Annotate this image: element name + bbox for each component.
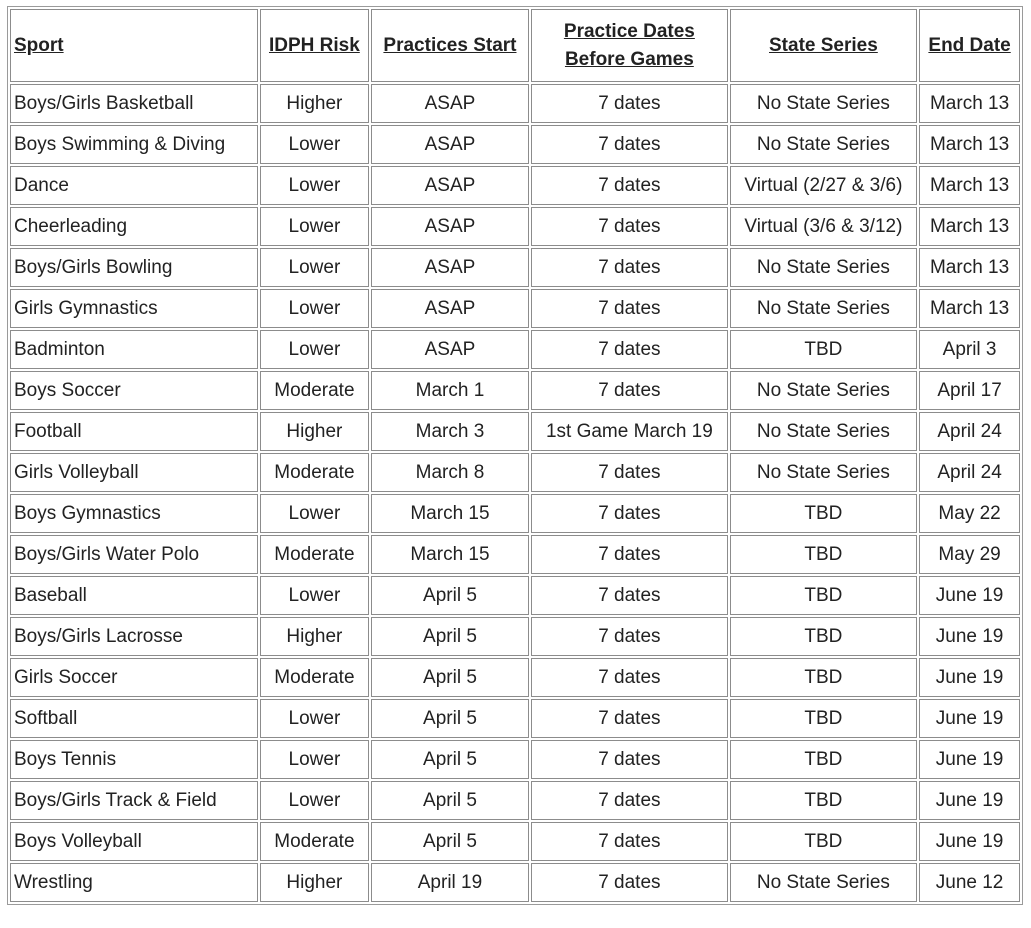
cell-end-date: May 29: [919, 535, 1020, 574]
cell-practices-start: ASAP: [371, 248, 529, 287]
table-body: [10, 84, 1020, 902]
cell-end-date: June 19: [919, 781, 1020, 820]
cell-practice-dates: 7 dates: [531, 453, 728, 492]
cell-practices-start: ASAP: [371, 330, 529, 369]
cell-end-date: June 19: [919, 617, 1020, 656]
cell-sport: Boys Swimming & Diving: [10, 125, 258, 164]
cell-state-series: TBD: [730, 658, 918, 697]
table-row: [10, 494, 1020, 533]
cell-idph-risk: Higher: [260, 412, 369, 451]
cell-practice-dates: 7 dates: [531, 576, 728, 615]
cell-sport: Badminton: [10, 330, 258, 369]
cell-practice-dates: 7 dates: [531, 330, 728, 369]
cell-practice-dates: 7 dates: [531, 822, 728, 861]
cell-practices-start: March 1: [371, 371, 529, 410]
table-row: [10, 781, 1020, 820]
cell-state-series: TBD: [730, 494, 918, 533]
cell-practice-dates: 7 dates: [531, 535, 728, 574]
cell-end-date: March 13: [919, 84, 1020, 123]
cell-idph-risk: Lower: [260, 576, 369, 615]
cell-practices-start: April 5: [371, 699, 529, 738]
header-practice-dates: [531, 9, 728, 82]
cell-sport: Dance: [10, 166, 258, 205]
cell-practices-start: March 8: [371, 453, 529, 492]
table-row: [10, 125, 1020, 164]
table-row: [10, 412, 1020, 451]
cell-sport: Softball: [10, 699, 258, 738]
cell-state-series: No State Series: [730, 84, 918, 123]
table-row: [10, 453, 1020, 492]
cell-end-date: June 12: [919, 863, 1020, 902]
cell-idph-risk: Lower: [260, 494, 369, 533]
cell-end-date: April 24: [919, 412, 1020, 451]
cell-state-series: TBD: [730, 330, 918, 369]
cell-end-date: June 19: [919, 740, 1020, 779]
cell-sport: Boys/Girls Track & Field: [10, 781, 258, 820]
table-row: [10, 371, 1020, 410]
table-row: [10, 699, 1020, 738]
cell-sport: Girls Soccer: [10, 658, 258, 697]
cell-practice-dates: 7 dates: [531, 289, 728, 328]
table-row: [10, 166, 1020, 205]
cell-state-series: No State Series: [730, 125, 918, 164]
cell-state-series: No State Series: [730, 863, 918, 902]
cell-sport: Girls Volleyball: [10, 453, 258, 492]
header-idph-risk: IDPH Risk: [260, 9, 369, 82]
header-practice-dates-line1: Practice Dates: [563, 20, 695, 42]
cell-sport: Boys/Girls Bowling: [10, 248, 258, 287]
cell-practices-start: ASAP: [371, 207, 529, 246]
header-row: [10, 9, 1020, 82]
cell-practices-start: March 15: [371, 494, 529, 533]
cell-idph-risk: Higher: [260, 617, 369, 656]
cell-idph-risk: Moderate: [260, 371, 369, 410]
cell-practices-start: April 5: [371, 617, 529, 656]
cell-idph-risk: Higher: [260, 863, 369, 902]
cell-practices-start: April 5: [371, 576, 529, 615]
cell-practices-start: April 5: [371, 658, 529, 697]
cell-state-series: No State Series: [730, 412, 918, 451]
cell-practice-dates: 7 dates: [531, 658, 728, 697]
cell-state-series: Virtual (2/27 & 3/6): [730, 166, 918, 205]
cell-idph-risk: Lower: [260, 330, 369, 369]
table-row: [10, 289, 1020, 328]
cell-end-date: April 17: [919, 371, 1020, 410]
cell-sport: Wrestling: [10, 863, 258, 902]
cell-practice-dates: 7 dates: [531, 248, 728, 287]
cell-end-date: April 3: [919, 330, 1020, 369]
cell-sport: Boys/Girls Lacrosse: [10, 617, 258, 656]
table-row: [10, 535, 1020, 574]
cell-end-date: May 22: [919, 494, 1020, 533]
cell-practice-dates: 7 dates: [531, 125, 728, 164]
cell-practices-start: ASAP: [371, 166, 529, 205]
cell-idph-risk: Moderate: [260, 535, 369, 574]
cell-idph-risk: Moderate: [260, 658, 369, 697]
cell-practice-dates: 7 dates: [531, 371, 728, 410]
cell-practice-dates: 7 dates: [531, 863, 728, 902]
cell-idph-risk: Lower: [260, 781, 369, 820]
cell-practices-start: April 19: [371, 863, 529, 902]
cell-state-series: TBD: [730, 535, 918, 574]
cell-idph-risk: Lower: [260, 125, 369, 164]
cell-sport: Boys Soccer: [10, 371, 258, 410]
cell-state-series: TBD: [730, 617, 918, 656]
cell-practice-dates: 7 dates: [531, 494, 728, 533]
cell-state-series: No State Series: [730, 371, 918, 410]
table-row: [10, 863, 1020, 902]
cell-idph-risk: Lower: [260, 248, 369, 287]
cell-end-date: March 13: [919, 125, 1020, 164]
table-row: [10, 617, 1020, 656]
cell-practices-start: ASAP: [371, 84, 529, 123]
cell-practice-dates: 7 dates: [531, 84, 728, 123]
cell-practice-dates: 7 dates: [531, 699, 728, 738]
cell-idph-risk: Lower: [260, 207, 369, 246]
cell-practices-start: March 3: [371, 412, 529, 451]
cell-practices-start: ASAP: [371, 125, 529, 164]
header-practice-dates-line2: Before Games: [564, 48, 694, 70]
cell-practice-dates: 7 dates: [531, 207, 728, 246]
cell-idph-risk: Lower: [260, 699, 369, 738]
cell-practice-dates: 7 dates: [531, 617, 728, 656]
cell-sport: Boys Gymnastics: [10, 494, 258, 533]
table-row: [10, 248, 1020, 287]
cell-end-date: June 19: [919, 658, 1020, 697]
cell-idph-risk: Moderate: [260, 453, 369, 492]
cell-practice-dates: 7 dates: [531, 740, 728, 779]
cell-sport: Boys Tennis: [10, 740, 258, 779]
table-row: [10, 84, 1020, 123]
header-end-date: End Date: [919, 9, 1020, 82]
cell-end-date: June 19: [919, 576, 1020, 615]
table-header: [10, 9, 1020, 82]
cell-sport: Boys/Girls Basketball: [10, 84, 258, 123]
cell-end-date: June 19: [919, 699, 1020, 738]
table-row: [10, 576, 1020, 615]
cell-sport: Boys/Girls Water Polo: [10, 535, 258, 574]
header-practices-start: Practices Start: [371, 9, 529, 82]
cell-idph-risk: Lower: [260, 740, 369, 779]
cell-practices-start: April 5: [371, 781, 529, 820]
header-sport: Sport: [10, 9, 258, 82]
cell-state-series: No State Series: [730, 453, 918, 492]
cell-sport: Cheerleading: [10, 207, 258, 246]
cell-idph-risk: Lower: [260, 289, 369, 328]
cell-end-date: March 13: [919, 289, 1020, 328]
table-row: [10, 658, 1020, 697]
cell-sport: Girls Gymnastics: [10, 289, 258, 328]
cell-state-series: TBD: [730, 576, 918, 615]
cell-state-series: TBD: [730, 822, 918, 861]
cell-state-series: Virtual (3/6 & 3/12): [730, 207, 918, 246]
cell-state-series: No State Series: [730, 289, 918, 328]
cell-state-series: TBD: [730, 781, 918, 820]
table-row: [10, 207, 1020, 246]
cell-end-date: April 24: [919, 453, 1020, 492]
table-row: [10, 330, 1020, 369]
cell-idph-risk: Moderate: [260, 822, 369, 861]
cell-sport: Football: [10, 412, 258, 451]
cell-sport: Boys Volleyball: [10, 822, 258, 861]
cell-state-series: No State Series: [730, 248, 918, 287]
cell-state-series: TBD: [730, 699, 918, 738]
cell-end-date: June 19: [919, 822, 1020, 861]
header-state-series: State Series: [730, 9, 918, 82]
table-row: [10, 740, 1020, 779]
cell-idph-risk: Higher: [260, 84, 369, 123]
cell-practices-start: ASAP: [371, 289, 529, 328]
cell-practice-dates: 7 dates: [531, 781, 728, 820]
sports-schedule-table: [7, 6, 1023, 905]
cell-sport: Baseball: [10, 576, 258, 615]
cell-end-date: March 13: [919, 166, 1020, 205]
cell-practices-start: March 15: [371, 535, 529, 574]
cell-practice-dates: 1st Game March 19: [531, 412, 728, 451]
cell-idph-risk: Lower: [260, 166, 369, 205]
cell-end-date: March 13: [919, 207, 1020, 246]
cell-state-series: TBD: [730, 740, 918, 779]
cell-end-date: March 13: [919, 248, 1020, 287]
cell-practices-start: April 5: [371, 822, 529, 861]
cell-practices-start: April 5: [371, 740, 529, 779]
cell-practice-dates: 7 dates: [531, 166, 728, 205]
table-row: [10, 822, 1020, 861]
